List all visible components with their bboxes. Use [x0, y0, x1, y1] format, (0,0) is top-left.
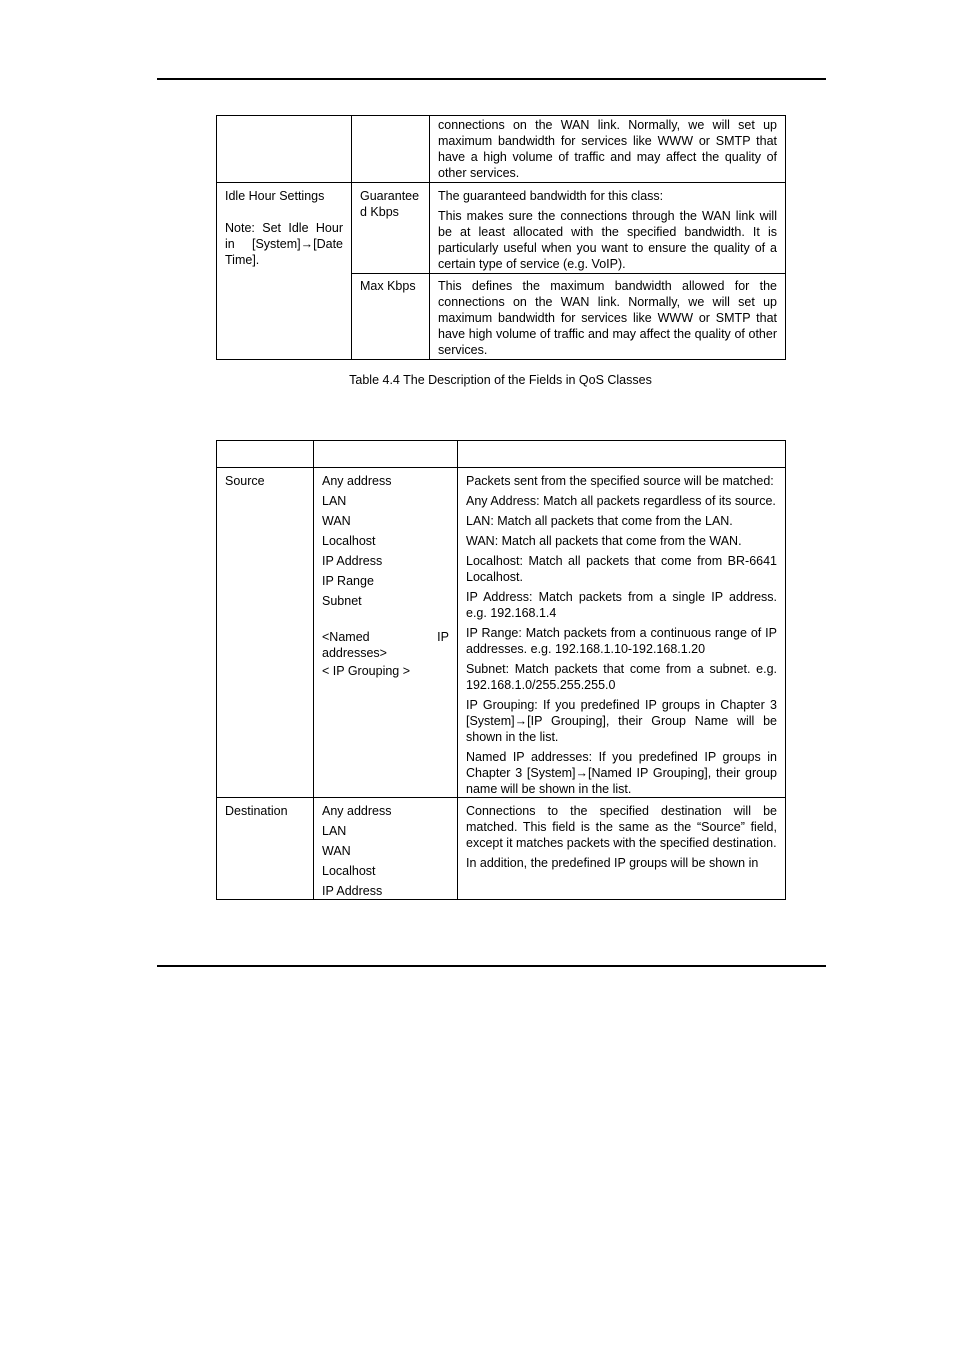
field-note: Note: Set Idle Hour in [System]→[Date Time]. [225, 221, 343, 267]
option-item: Subnet [322, 594, 362, 608]
option-cell [314, 798, 458, 900]
description-text: IP Address: Match packets from a single IP address. e.g. 192.168.1.4 [466, 590, 777, 620]
description-text: IP Grouping: If you predefined IP groups in Chapter 3 [System]→[IP Grouping], their Group Name will be shown in the list. [466, 698, 777, 744]
table-header-row [217, 441, 786, 468]
option-item: <Named IP addresses> [322, 630, 449, 660]
description-text: WAN: Match all packets that come from the WAN. [466, 534, 742, 548]
table-row-source [217, 468, 786, 798]
description-text: Packets sent from the specified source will be matched: [466, 474, 774, 488]
option-item: < IP Grouping > [322, 664, 411, 678]
footer-rule [157, 965, 826, 967]
option-item: LAN [322, 824, 347, 838]
field-cell [217, 116, 352, 183]
option-item: WAN [322, 514, 351, 528]
description-text: Subnet: Match packets that come from a subnet. e.g. 192.168.1.0/255.255.255.0 [466, 662, 777, 692]
field-cell [217, 183, 352, 360]
option-item: LAN [322, 494, 347, 508]
field-title: Idle Hour Settings [225, 189, 325, 203]
option-item: WAN [322, 844, 351, 858]
option-item: Localhost [322, 864, 376, 878]
option-cell [314, 468, 458, 798]
description-text: Named IP addresses: If you predefined IP groups in Chapter 3 [System]→[Named IP Grouping], their group name will be shown in the list. [466, 750, 777, 796]
option-cell: Max Kbps [352, 274, 430, 360]
table-caption: Table 4.4 The Description of the Fields in QoS Classes [349, 373, 652, 387]
qos-rules-table [216, 440, 786, 900]
description-text: LAN: Match all packets that come from the LAN. [466, 514, 733, 528]
table-row [217, 116, 786, 183]
description-text: This makes sure the connections through the WAN link will be at least allocated with the specified bandwidth. It is particularly useful when you want to ensure the quality of a certain type of service (e.g. VoIP). [438, 209, 777, 271]
description-text: In addition, the predefined IP groups will be shown in [466, 856, 759, 870]
option-item: Any address [322, 804, 392, 818]
description-cell: connections on the WAN link. Normally, we will set up maximum bandwidth for services like WWW or SMTP that have a high volume of traffic and may affect the quality of other services. [430, 116, 786, 183]
header-rule [157, 78, 826, 80]
description-text: Any Address: Match all packets regardless of its source. [466, 494, 776, 508]
option-cell [352, 116, 430, 183]
description-cell [458, 798, 786, 900]
option-item: IP Range [322, 574, 374, 588]
qos-classes-table [216, 115, 786, 360]
option-cell: Guarantee d Kbps [352, 183, 430, 274]
option-item: Any address [322, 474, 392, 488]
description-text: The guaranteed bandwidth for this class: [438, 189, 664, 203]
option-item: Localhost [322, 534, 376, 548]
description-cell [458, 468, 786, 798]
option-item: IP Address [322, 884, 383, 898]
description-text: Localhost: Match all packets that come from BR-6641 Localhost. [466, 554, 777, 584]
header-cell [217, 441, 314, 468]
header-cell [458, 441, 786, 468]
description-cell [430, 183, 786, 274]
header-cell [314, 441, 458, 468]
description-cell: This defines the maximum bandwidth allowed for the connections on the WAN link. Normally, we will set up maximum bandwidth for services like WWW or SMTP that have high volume of traffic and may affect the quality of other services. [430, 274, 786, 360]
description-text: Connections to the specified destination will be matched. This field is the same as the “Source” field, except it matches packets with the specified destination. [466, 804, 777, 850]
field-cell: Destination [217, 798, 314, 900]
table-row-destination [217, 798, 786, 900]
option-item: IP Address [322, 554, 383, 568]
field-cell: Source [217, 468, 314, 798]
description-text: IP Range: Match packets from a continuous range of IP addresses. e.g. 192.168.1.10-192.168.1.20 [466, 626, 777, 656]
table-row [217, 183, 786, 274]
